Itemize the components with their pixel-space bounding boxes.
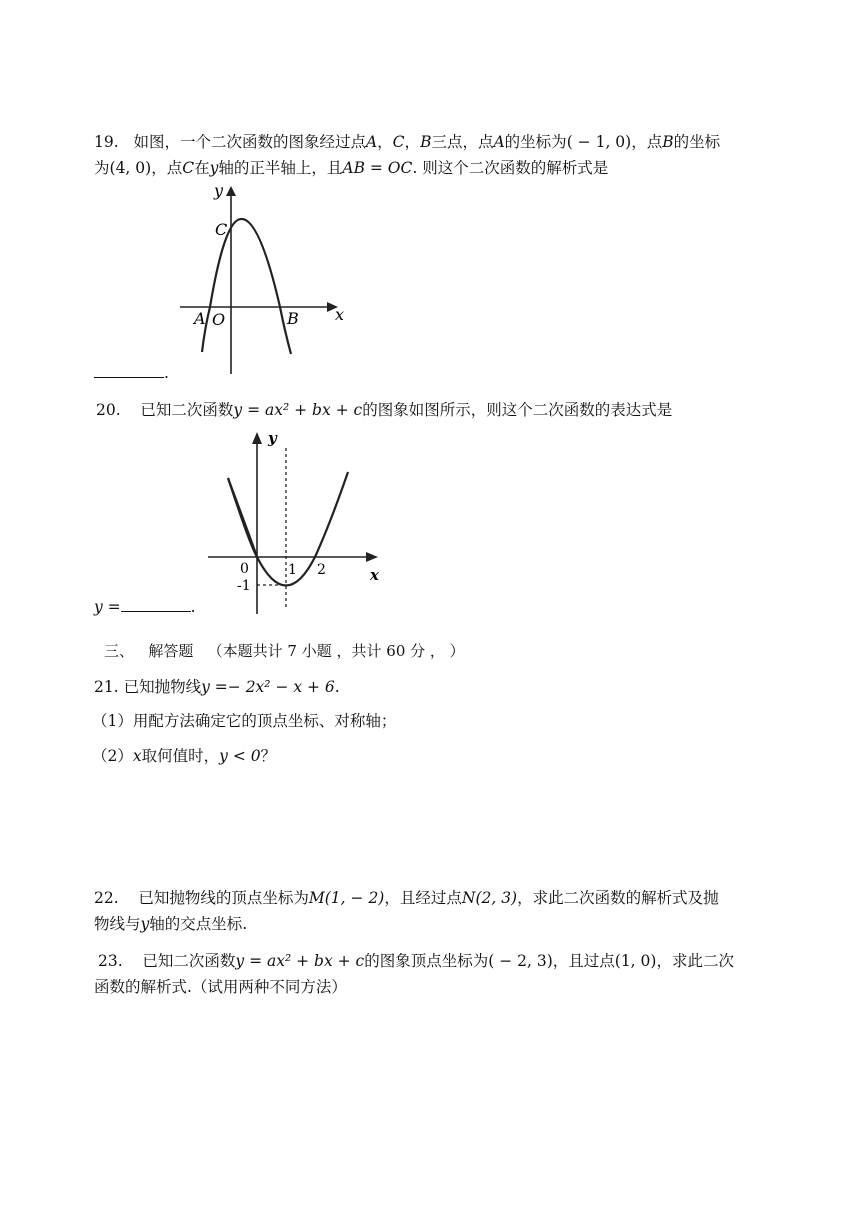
condition: y < 0: [219, 747, 261, 765]
section-number: 三、: [104, 642, 135, 660]
equation: AB = OC: [342, 159, 413, 177]
q19-answer: [94, 362, 169, 384]
q19-line1: [94, 131, 720, 153]
y-label: y: [214, 182, 224, 200]
q20-answer: [94, 596, 196, 618]
section-header: [104, 640, 465, 662]
q21-part1-text: （1）用配方法确定它的顶点坐标、对称轴；: [92, 712, 397, 730]
q23-text: 已知二次函数: [142, 952, 236, 970]
section-title: 解答题: [148, 642, 194, 660]
q19-text: ，点: [151, 159, 183, 177]
q19-text: 轴的正半轴上，且: [218, 159, 343, 177]
y-axis-arrow: [226, 186, 236, 196]
period: .: [334, 678, 340, 696]
answer-blank[interactable]: [94, 363, 164, 378]
q22-text: ，求此二次函数的解析式及抛: [517, 889, 719, 907]
q20-text: 的图象如图所示，则这个二次函数的表达式是: [362, 401, 673, 419]
q19-text: 为: [94, 159, 110, 177]
one-label: 1: [288, 562, 297, 578]
zero-label: 0: [240, 561, 249, 577]
q23-formula: y = ax² + bx + c: [235, 952, 365, 970]
neg-one-label: -1: [237, 578, 251, 594]
q22-line1: [94, 887, 719, 909]
y-var: y: [209, 159, 219, 177]
y-var: y: [140, 915, 150, 933]
q19-text: 的坐标: [673, 133, 721, 151]
q23-number: 23.: [98, 952, 123, 970]
x-label: x: [370, 566, 379, 584]
q20-formula: y = ax² + bx + c: [233, 401, 363, 419]
sep: ，: [377, 133, 393, 151]
point-b: B: [420, 133, 432, 151]
q19-text: 的坐标为: [504, 133, 567, 151]
parabola: [202, 219, 291, 354]
q19-number: 19.: [94, 133, 119, 151]
q21-part2: [92, 745, 276, 767]
q23-text: ，且过点: [552, 952, 615, 970]
q19-text: 如图，一个二次函数的图象经过点: [133, 133, 366, 151]
point-n: N(2, 3): [461, 889, 518, 907]
q21-part2-text: 取何值时，: [141, 747, 220, 765]
point-b: B: [662, 133, 674, 151]
q22-text: 轴的交点坐标.: [149, 915, 248, 933]
q21-formula: y =− 2x² − x + 6: [201, 678, 335, 696]
period: .: [164, 364, 169, 382]
period: .: [190, 598, 196, 616]
o-label: O: [212, 310, 226, 329]
q23-text: 函数的解析式.（试用两种不同方法）: [94, 978, 347, 996]
coord-a: ( − 1, 0): [566, 133, 632, 151]
sep: ，: [404, 133, 421, 151]
point-c: C: [392, 133, 405, 151]
x-var: x: [132, 747, 142, 765]
x-axis-arrow: [366, 552, 378, 562]
answer-blank[interactable]: [121, 597, 191, 612]
q20-text: 已知二次函数: [140, 401, 234, 419]
question-mark: ？: [260, 747, 277, 765]
q20-number: 20.: [96, 401, 121, 419]
q22-text: ，且经过点: [384, 889, 462, 907]
answer-prefix: y =: [94, 598, 121, 616]
x-label: x: [335, 305, 345, 324]
b-label: B: [287, 309, 299, 328]
q21-number: 21.: [94, 678, 119, 696]
q19-line2: [94, 157, 608, 179]
q22-number: 22.: [94, 889, 119, 907]
q22-text: 已知抛物线的顶点坐标为: [138, 889, 309, 907]
q20-line1: [96, 399, 672, 421]
y-axis-arrow: [252, 432, 262, 444]
coord-b: (4, 0): [109, 159, 152, 177]
q21-line1: [94, 676, 340, 698]
section-note: （本题共计 7 小题 ，共计 60 分 ， ）: [207, 642, 465, 660]
y-label: y: [268, 429, 277, 447]
q20-figure: [200, 424, 390, 616]
point: (1, 0): [614, 952, 657, 970]
q19-text: 在: [194, 159, 210, 177]
q23-text: ，求此二次: [656, 952, 734, 970]
q22-text: 物线与: [94, 915, 141, 933]
q19-text: . 则这个二次函数的解析式是: [412, 159, 609, 177]
q21-part1: [92, 710, 396, 732]
q22-line2: [94, 913, 247, 935]
q23-line2: [94, 976, 347, 998]
q19-figure: [170, 182, 355, 378]
point-a: A: [493, 133, 505, 151]
q23-text: 的图象顶点坐标为: [364, 952, 489, 970]
point-a: A: [365, 133, 378, 151]
parabola-left: [228, 478, 257, 557]
two-label: 2: [317, 562, 326, 578]
q21-text: 已知抛物线: [123, 678, 202, 696]
q23-line1: [98, 950, 734, 972]
vertex: ( − 2, 3): [488, 952, 553, 970]
c-label: C: [215, 220, 228, 239]
q19-text: ，点: [631, 133, 663, 151]
q19-text: 三点，点: [431, 133, 494, 151]
vertex-m: M(1, − 2): [308, 889, 385, 907]
point-c: C: [182, 159, 195, 177]
a-label: A: [194, 309, 206, 328]
q21-part2-num: （2）: [92, 747, 133, 765]
